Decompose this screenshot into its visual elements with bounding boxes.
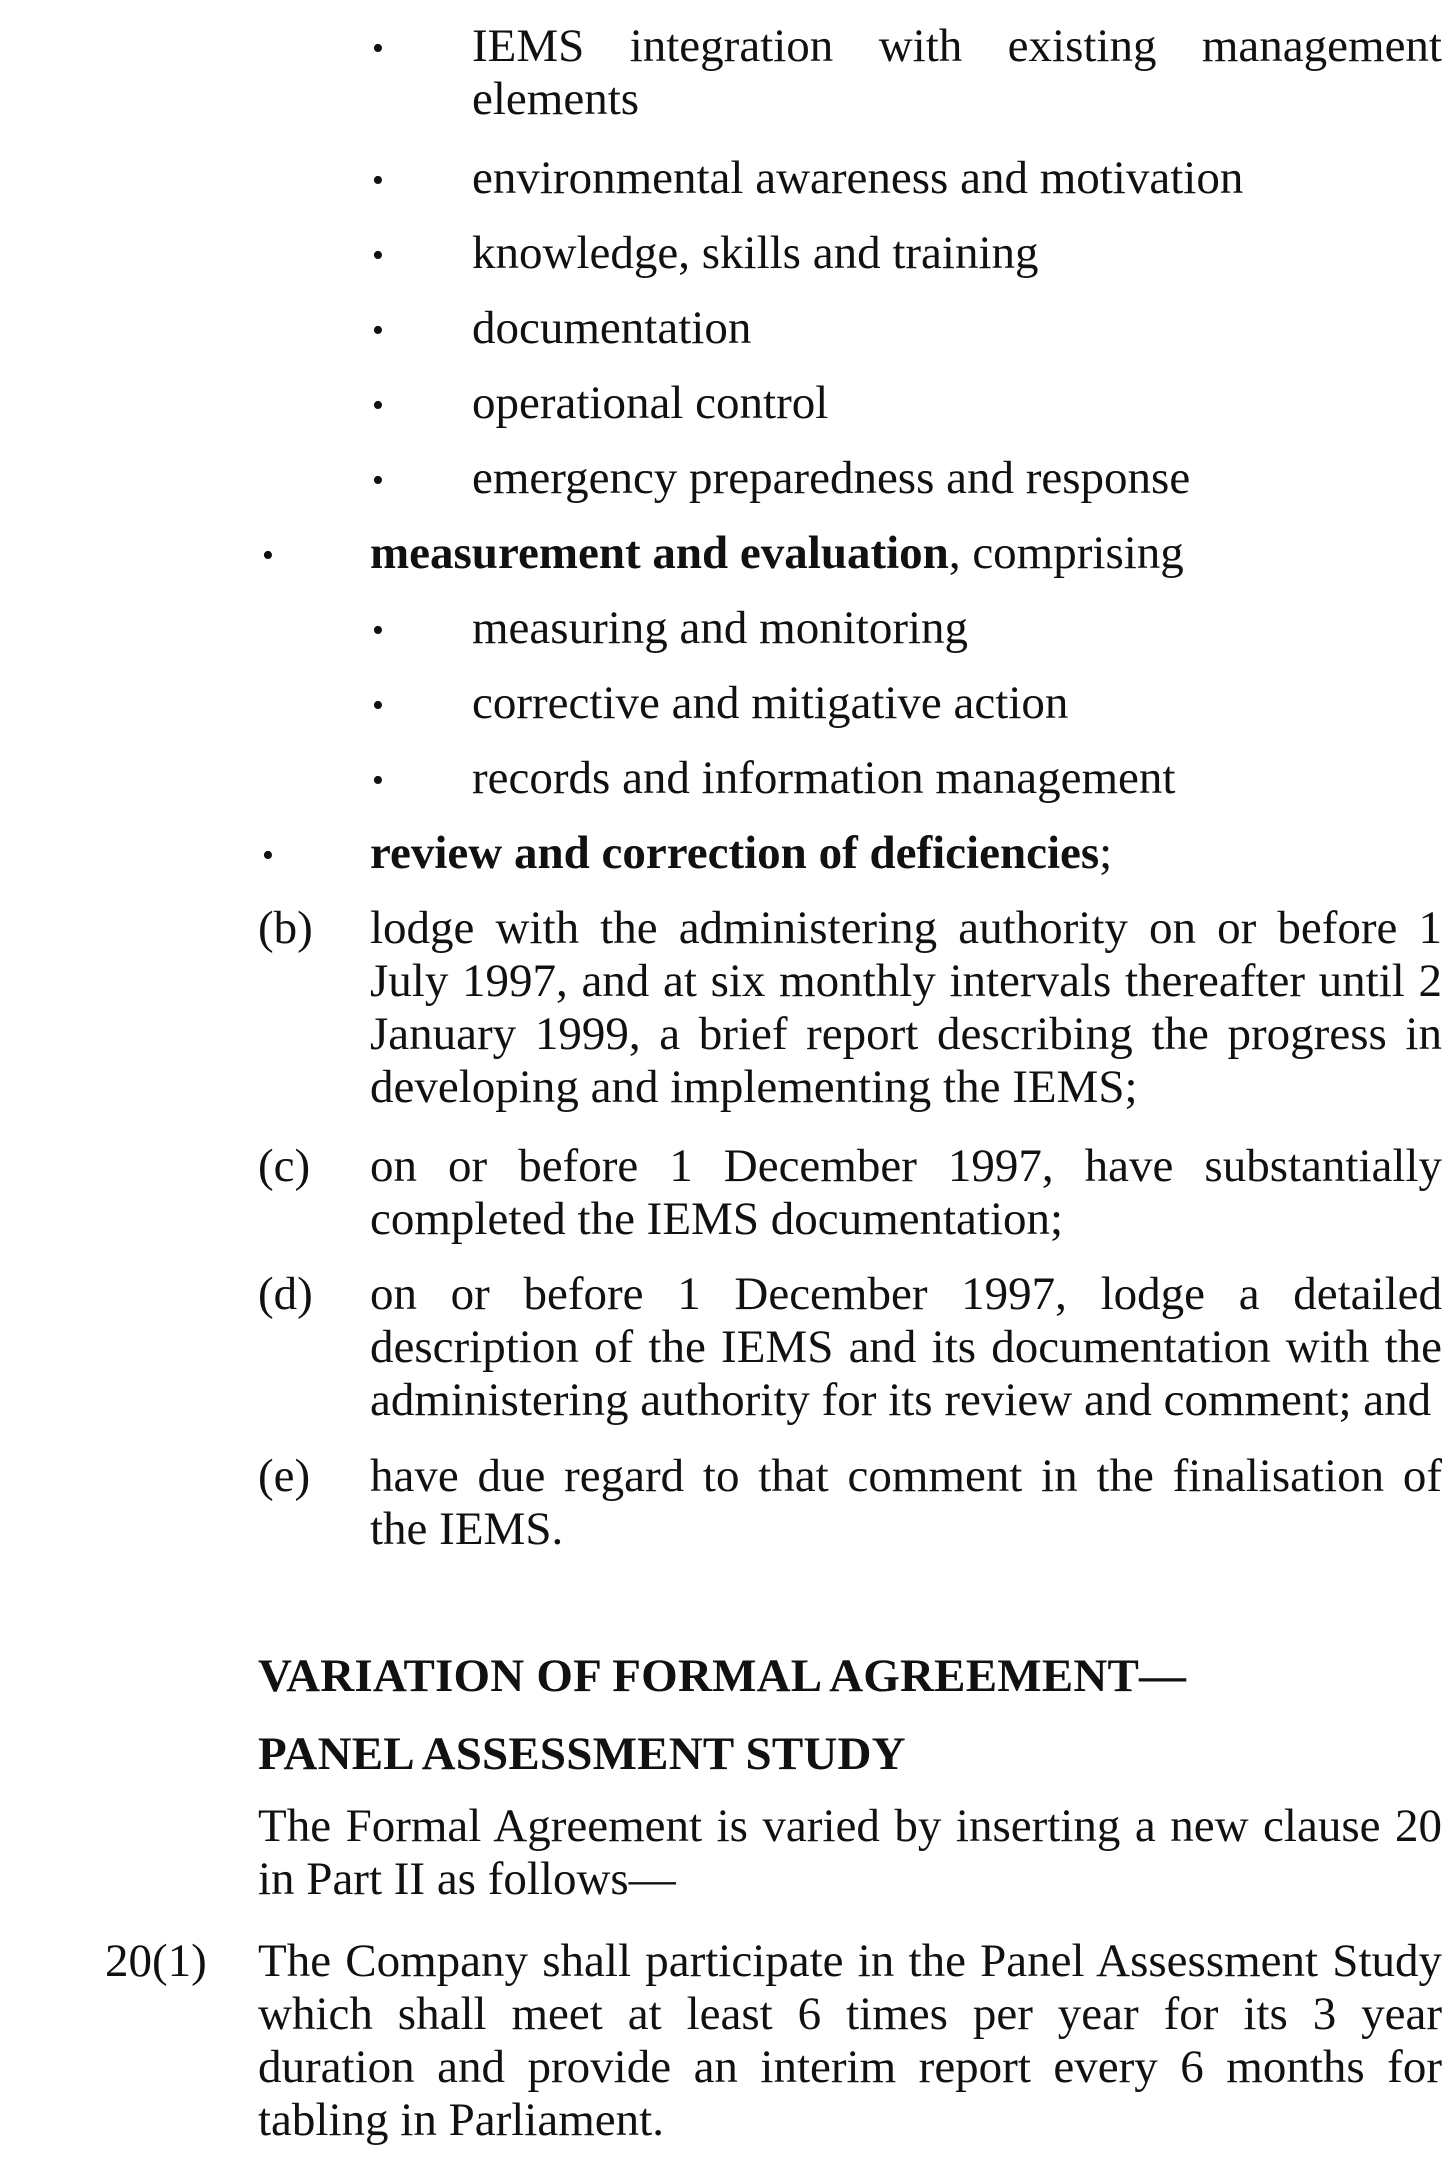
bullet-icon: • (372, 30, 384, 67)
sub-list-item-text: operational control (472, 377, 829, 429)
list-item-suffix: , comprising (948, 527, 1184, 579)
clause-text: The Company shall participate in the Panel Assessment Study which shall meet at least 6 times per year for its 3 year duration and provide an interim report every 6 months for tabling in Parliament. (258, 1935, 1442, 2146)
section-subheading: PANEL ASSESSMENT STUDY (258, 1728, 906, 1780)
list-item-bold-term: review and correction of deficiencies (370, 827, 1100, 879)
sub-list-item-text: emergency preparedness and response (472, 452, 1191, 504)
item-label: (d) (258, 1268, 313, 1320)
bullet-icon: • (372, 462, 384, 499)
item-text: have due regard to that comment in the finalisation of the IEMS. (370, 1450, 1442, 1555)
item-label: (b) (258, 902, 313, 954)
item-text: on or before 1 December 1997, lodge a detailed description of the IEMS and its documentation with the administering authority for its review and comment; and (370, 1268, 1442, 1426)
sub-list-item-text: knowledge, skills and training (472, 227, 1039, 279)
bullet-icon: • (372, 612, 384, 649)
list-item-bold-term: measurement and evaluation (370, 527, 949, 579)
list-item-text (370, 527, 1442, 580)
sub-list-item-text: records and information management (472, 752, 1176, 804)
intro-paragraph: The Formal Agreement is varied by inserting a new clause 20 in Part II as follows— (258, 1800, 1442, 1905)
bullet-icon: • (372, 762, 384, 799)
item-label: (c) (258, 1140, 311, 1192)
clause-number: 20(1) (105, 1935, 207, 1987)
bullet-icon: • (372, 387, 384, 424)
sub-list-item-text: measuring and monitoring (472, 602, 969, 654)
item-label: (e) (258, 1450, 311, 1502)
list-item-suffix: ; (1099, 827, 1113, 879)
section-heading: VARIATION OF FORMAL AGREEMENT— (258, 1650, 1187, 1702)
sub-list-item-text: IEMS integration with existing management elements (472, 20, 1442, 125)
bullet-icon: • (372, 687, 384, 724)
bullet-icon: • (372, 312, 384, 349)
bullet-icon: • (372, 162, 384, 199)
sub-list-item-text: corrective and mitigative action (472, 677, 1069, 729)
sub-list-item-text: documentation (472, 302, 752, 354)
list-item-text (370, 827, 1442, 880)
sub-list-item-text: environmental awareness and motivation (472, 152, 1244, 204)
item-text: lodge with the administering authority on or before 1 July 1997, and at six monthly intervals thereafter until 2 January 1999, a brief report describing the progress in developing and implementing the IEMS; (370, 902, 1442, 1113)
item-text: on or before 1 December 1997, have substantially completed the IEMS documentation; (370, 1140, 1442, 1245)
bullet-icon: • (262, 837, 274, 874)
bullet-icon: • (262, 537, 274, 574)
bullet-icon: • (372, 237, 384, 274)
